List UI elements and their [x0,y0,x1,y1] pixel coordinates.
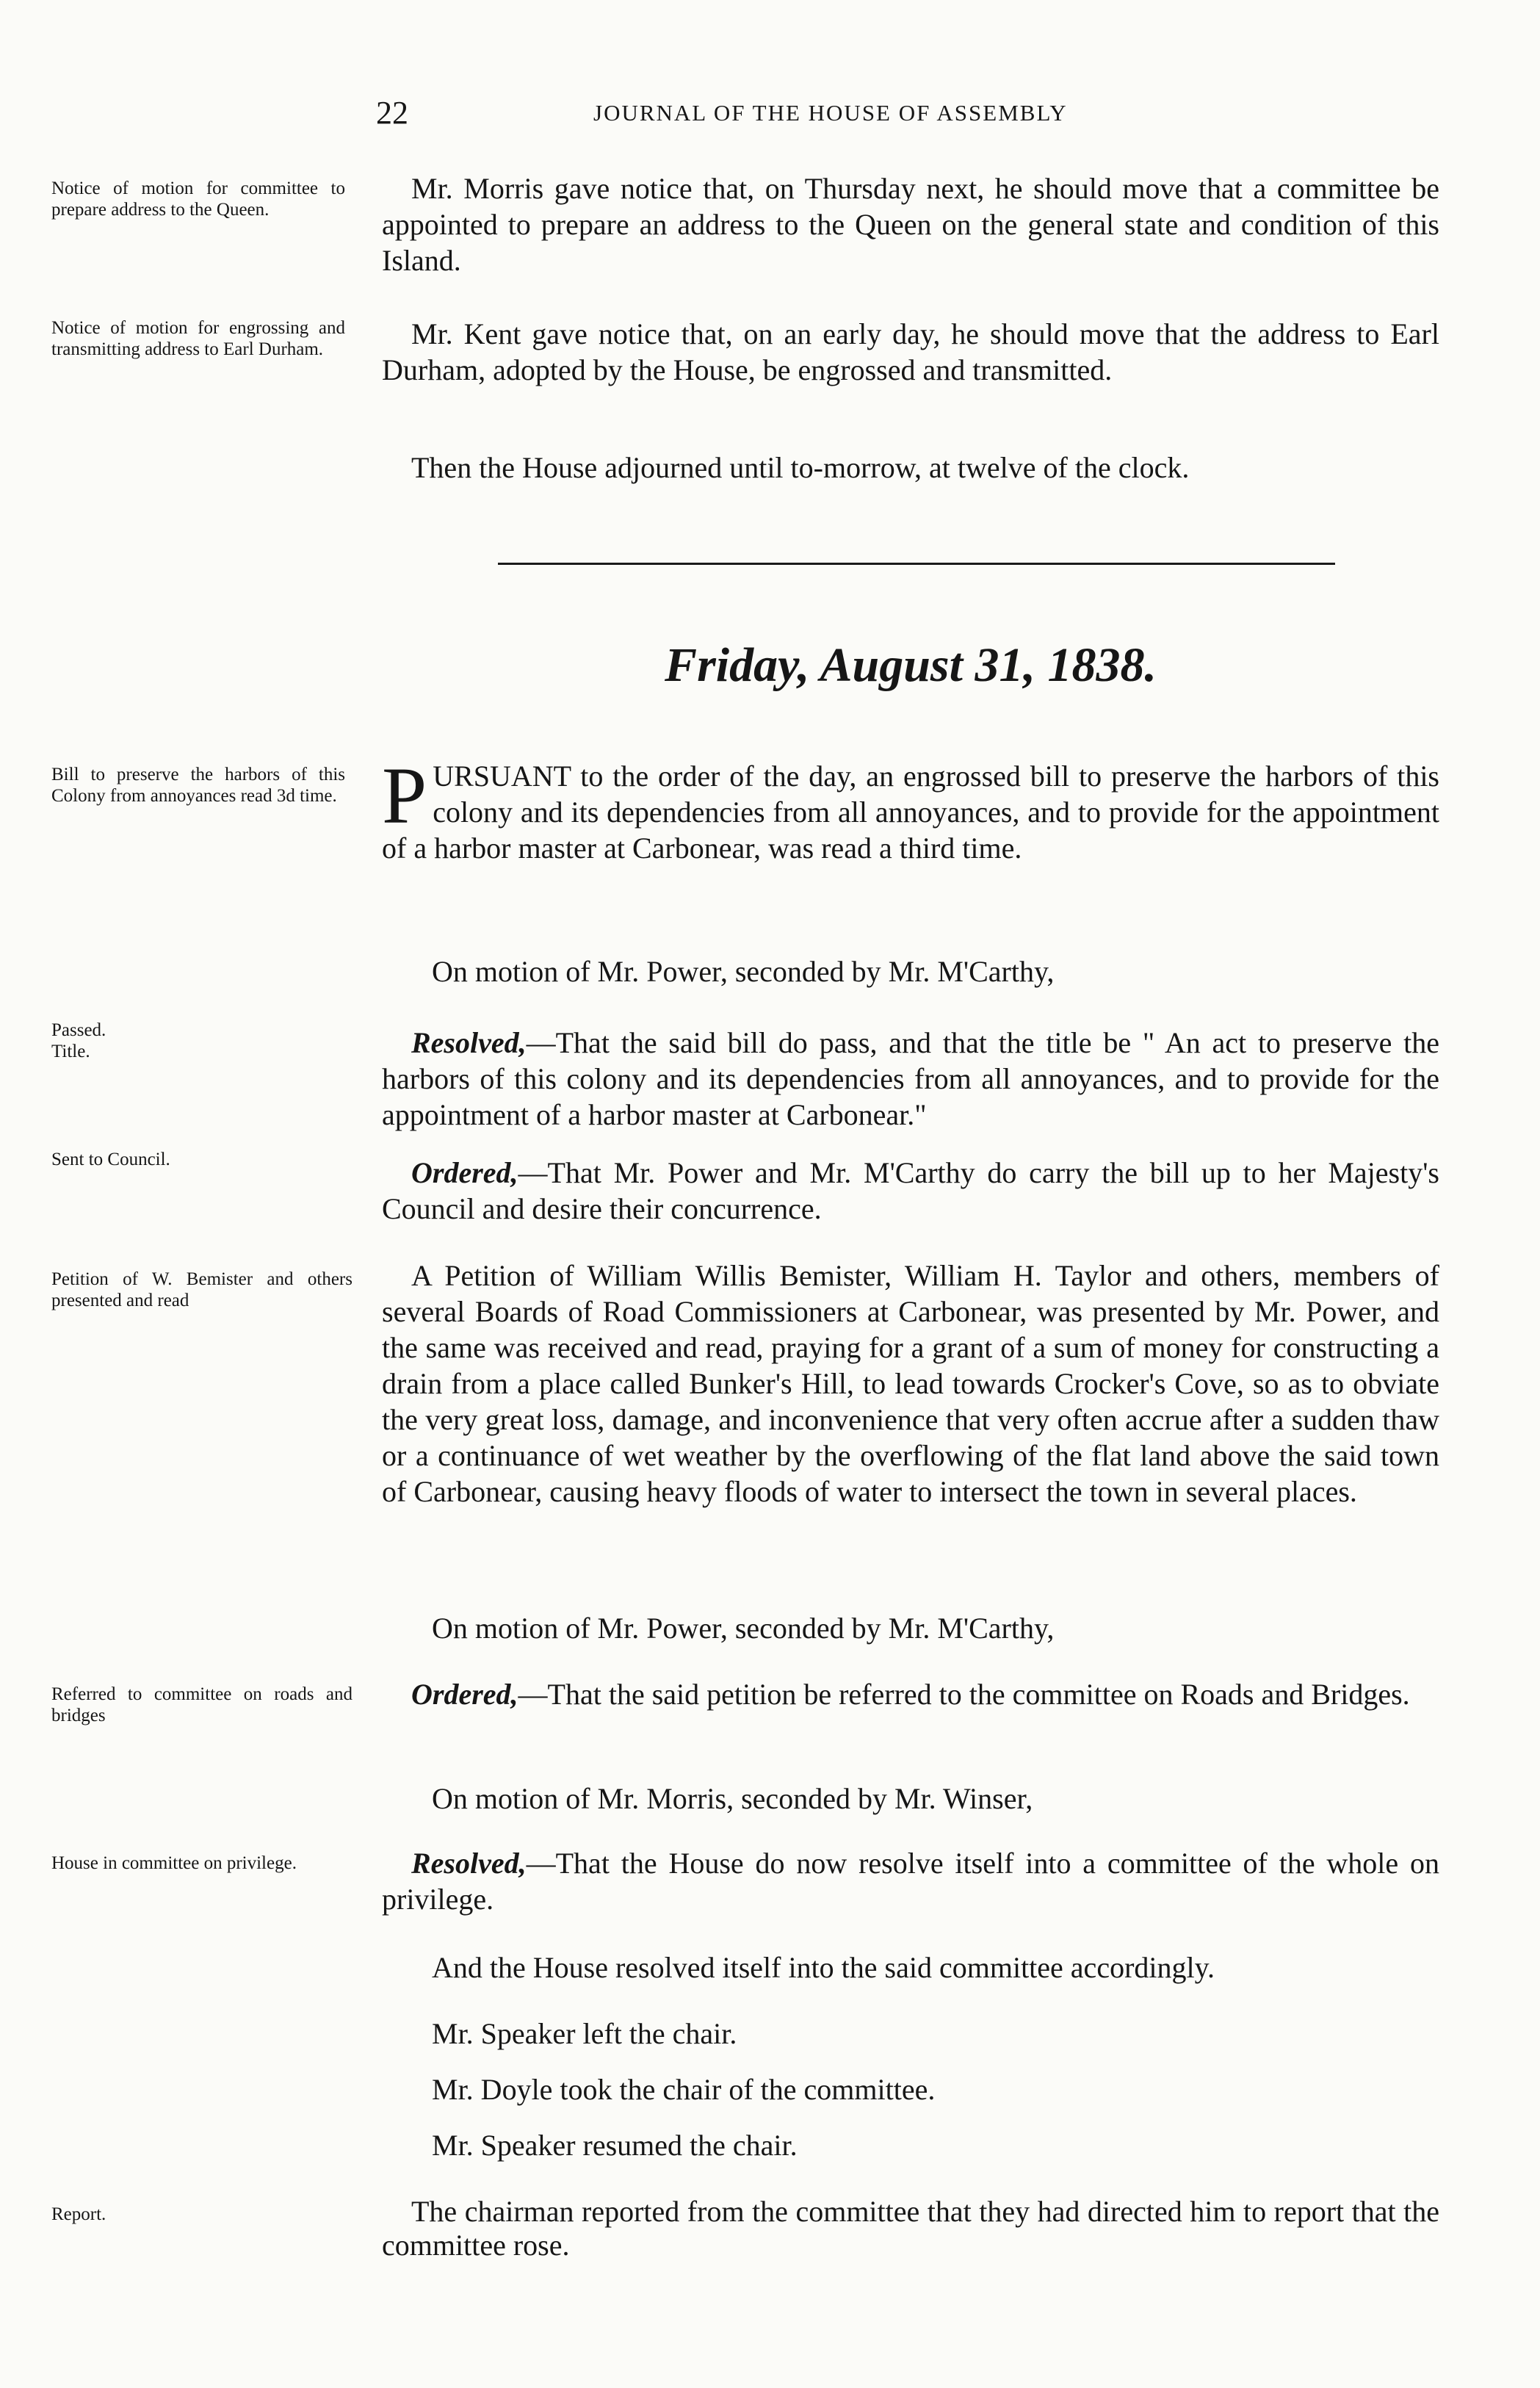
date-heading: Friday, August 31, 1838. [665,638,1157,692]
proceedings-line: Mr. Speaker resumed the chair. [432,2129,798,2162]
motion-line: On motion of Mr. Morris, seconded by Mr. Winser, [432,1782,1033,1815]
adjournment-paragraph: Then the House adjourned until to-morrow, at twelve of the clock. [411,451,1190,484]
ordered-keyword: Ordered, [411,1678,518,1711]
margin-note: Bill to preserve the harbors of this Colony from annoyances read 3d time. [51,765,345,806]
notice-paragraph: Mr. Morris gave notice that, on Thursday next, he should move that a committee be appointed to prepare an address to the Queen on the general state and condition of this Island. [382,172,1439,277]
report-paragraph: The chairman reported from the committee that they had directed him to report that the committee rose. [382,2195,1439,2262]
margin-note: Sent to Council. [51,1150,170,1169]
proceedings-line: Mr. Doyle took the chair of the committee. [432,2073,936,2106]
page-header [0,94,1540,138]
margin-note: Notice of motion for committee to prepare address to the Queen. [51,178,345,220]
margin-note: House in committee on privilege. [51,1853,297,1873]
page-number: 22 [376,95,408,131]
resolution-text: —That the House do now resolve itself into a committee of the whole on privilege. [382,1847,1439,1916]
petition-paragraph: A Petition of William Willis Bemister, William H. Taylor and others, members of several Boards of Road Commissioners at Carbonear, was presented by Mr. Power, and the same was received and read, praying for a grant of a sum of money for constructing a drain from a place called Bunker's Hill, to lead towards Crocker's Cove, so as to obviate the very great loss, damage, and inconvenience that very often accrue after a sudden thaw or a continuance of wet weather by the overflowing of the flat land above the said town of Carbonear, causing heavy floods of water to intersect the town in several places. [382,1259,1439,1508]
motion-line: On motion of Mr. Power, seconded by Mr. M'Carthy, [432,955,1055,988]
resolution-text: —That the said bill do pass, and that the title be " An act to preserve the harbors of this colony and its dependencies from all annoyances, and to provide for the appointment of a harbor master at Carbonear." [382,1026,1439,1131]
margin-note: Passed. [51,1020,106,1040]
running-title: JOURNAL OF THE HOUSE OF ASSEMBLY [593,100,1068,126]
order-paragraph [382,1676,1439,1712]
bill-text: URSUANT to the order of the day, an engrossed bill to preserve the harbors of this colony and its dependencies from all annoyances, and to provide for the appointment of a harbor master at Carbonear, was read a third time. [382,760,1439,865]
resolution-paragraph [382,1025,1439,1133]
margin-note: Report. [51,2204,106,2224]
resolved-keyword: Resolved, [411,1026,527,1059]
margin-note: Referred to committee on roads and bridges [51,1684,353,1725]
section-divider [498,563,1335,565]
margin-note: Notice of motion for engrossing and transmitting address to Earl Durham. [51,318,345,359]
resolution-paragraph [382,1845,1439,1917]
resolved-keyword: Resolved, [411,1847,527,1880]
proceedings-line: And the House resolved itself into the said committee accordingly. [432,1951,1215,1984]
order-text: —That the said petition be referred to the committee on Roads and Bridges. [518,1678,1410,1711]
margin-note: Title. [51,1042,90,1061]
notice-paragraph: Mr. Kent gave notice that, on an early day, he should move that the address to Earl Durham, adopted by the House, be engrossed and transmitted. [382,317,1439,386]
order-text: —That Mr. Power and Mr. M'Carthy do carry the bill up to her Majesty's Council and desire their concurrence. [382,1156,1439,1225]
proceedings-line: Mr. Speaker left the chair. [432,2017,737,2050]
bill-paragraph [382,751,1439,866]
order-paragraph [382,1155,1439,1227]
drop-cap: P [382,751,427,840]
motion-line: On motion of Mr. Power, seconded by Mr. M'Carthy, [432,1612,1055,1645]
margin-note: Petition of W. Bemister and others presented and read [51,1269,353,1310]
ordered-keyword: Ordered, [411,1156,518,1189]
